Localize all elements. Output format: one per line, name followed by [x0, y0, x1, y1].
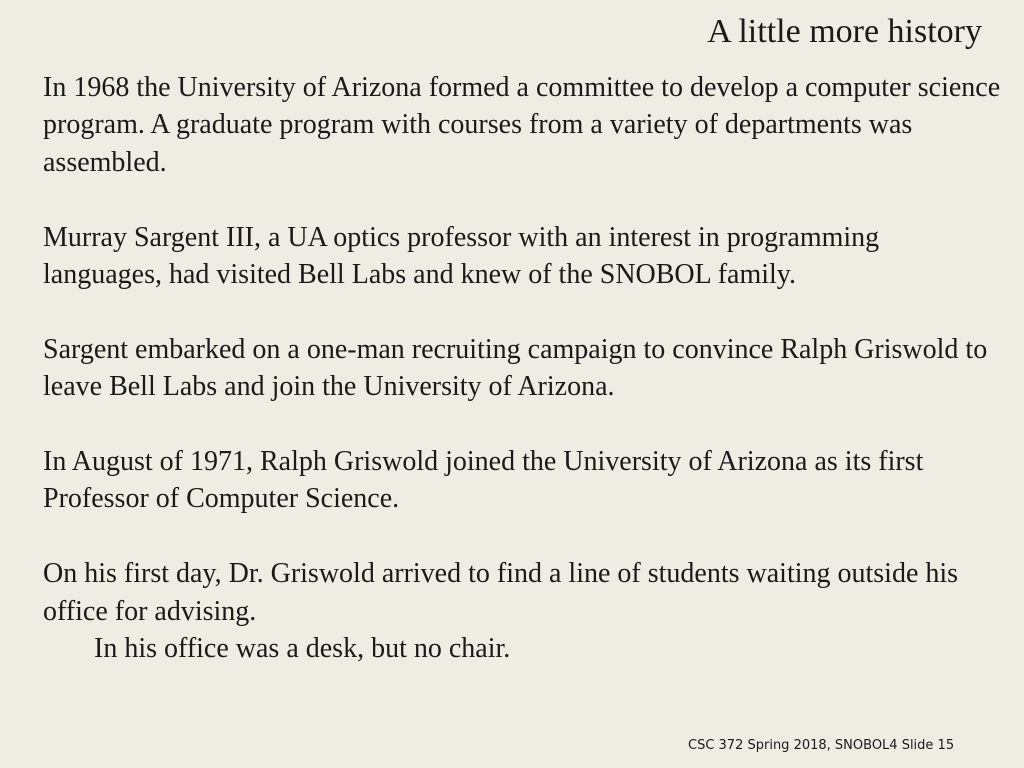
slide-body [43, 69, 1003, 667]
first-day-text: On his first day, Dr. Griswold arrived to find a line of students waiting outside his office for advising. [43, 558, 959, 627]
slide-footer: CSC 372 Spring 2018, SNOBOL4 Slide 15 [688, 738, 955, 753]
slide-title: A little more history [707, 13, 982, 50]
paragraph-sargent: Murray Sargent III, a UA optics professor with an interest in programming languages, had visited Bell Labs and knew of the SNOBOL family. [43, 221, 880, 291]
paragraph-committee: In 1968 the University of Arizona formed a committee to develop a computer science program. A graduate program with courses from a variety of departments was assembled. [43, 72, 1001, 178]
paragraph-first-day [43, 555, 1003, 667]
indented-line: In his office was a desk, but no chair. [94, 633, 511, 665]
paragraph-joined: In August of 1971, Ralph Griswold joined the University of Arizona as its first Professor of Computer Science. [43, 446, 924, 515]
paragraph-recruiting: Sargent embarked on a one-man recruiting campaign to convince Ralph Griswold to leave Bell Labs and join the University of Arizona. [43, 333, 988, 403]
